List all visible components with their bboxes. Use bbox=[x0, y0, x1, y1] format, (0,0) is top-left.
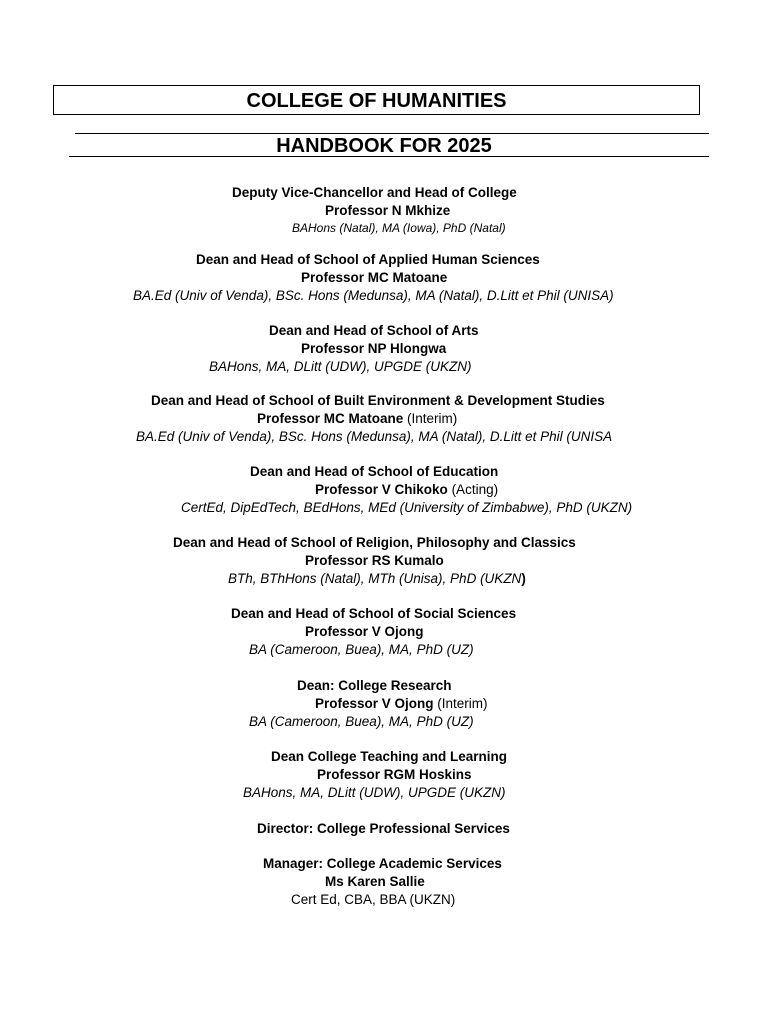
role-applied-human-sciences: Dean and Head of School of Applied Human Sciences bbox=[196, 252, 540, 267]
person-name: Professor RS Kumalo bbox=[305, 553, 444, 568]
qualifications: BAHons (Natal), MA (Iowa), PhD (Natal) bbox=[292, 221, 506, 235]
person-name-line bbox=[315, 695, 488, 712]
person-name: Professor V Ojong bbox=[305, 624, 424, 639]
person-name: Professor MC Matoane bbox=[301, 270, 448, 285]
appointment-note: (Interim) bbox=[407, 411, 458, 426]
role-professional-services: Director: College Professional Services bbox=[257, 821, 510, 836]
person-name: Professor V Chikoko bbox=[315, 482, 448, 497]
person-name: Professor N Mkhize bbox=[325, 203, 451, 218]
qualifications-line bbox=[228, 570, 526, 587]
document-title: COLLEGE OF HUMANITIES bbox=[53, 85, 700, 115]
person-name: Ms Karen Sallie bbox=[325, 874, 425, 889]
handbook-subtitle: HANDBOOK FOR 2025 bbox=[276, 135, 492, 157]
qualifications: BA (Cameroon, Buea), MA, PhD (UZ) bbox=[249, 714, 474, 729]
qualifications: BA (Cameroon, Buea), MA, PhD (UZ) bbox=[249, 642, 474, 657]
qualifications: BAHons, MA, DLitt (UDW), UPGDE (UKZN) bbox=[209, 359, 472, 374]
role-teaching-and-learning: Dean College Teaching and Learning bbox=[271, 749, 508, 764]
qualifications: BTh, BThHons (Natal), MTh (Unisa), PhD (UKZN bbox=[228, 571, 522, 586]
role-school-of-arts: Dean and Head of School of Arts bbox=[269, 323, 479, 338]
role-built-environment: Dean and Head of School of Built Environment & Development Studies bbox=[151, 393, 605, 408]
qualifications: BAHons, MA, DLitt (UDW), UPGDE (UKZN) bbox=[243, 785, 506, 800]
role-deputy-vice-chancellor: Deputy Vice-Chancellor and Head of College bbox=[232, 185, 517, 200]
qualifications: Cert Ed, CBA, BBA (UKZN) bbox=[291, 892, 456, 907]
role-religion-philosophy-classics: Dean and Head of School of Religion, Philosophy and Classics bbox=[173, 535, 576, 550]
person-name: Professor NP Hlongwa bbox=[301, 341, 447, 356]
closing-parenthesis: ) bbox=[521, 571, 526, 586]
person-name: Professor MC Matoane bbox=[257, 411, 404, 426]
qualifications: CertEd, DipEdTech, BEdHons, MEd (University of Zimbabwe), PhD (UKZN) bbox=[181, 500, 633, 515]
person-name: Professor V Ojong bbox=[315, 696, 434, 711]
bottom-rule bbox=[69, 156, 709, 157]
person-name-line bbox=[315, 481, 498, 498]
appointment-note: (Acting) bbox=[451, 482, 499, 497]
qualifications: BA.Ed (Univ of Venda), BSc. Hons (Medunsa), MA (Natal), D.Litt et Phil (UNISA) bbox=[133, 288, 614, 303]
role-academic-services: Manager: College Academic Services bbox=[263, 856, 502, 871]
role-college-research: Dean: College Research bbox=[297, 678, 452, 693]
role-social-sciences: Dean and Head of School of Social Sciences bbox=[231, 606, 517, 621]
qualifications: BA.Ed (Univ of Venda), BSc. Hons (Medunsa), MA (Natal), D.Litt et Phil (UNISA bbox=[136, 429, 613, 444]
person-name: Professor RGM Hoskins bbox=[317, 767, 472, 782]
person-name-line bbox=[257, 410, 457, 427]
role-school-of-education: Dean and Head of School of Education bbox=[250, 464, 499, 479]
appointment-note: (Interim) bbox=[437, 696, 488, 711]
